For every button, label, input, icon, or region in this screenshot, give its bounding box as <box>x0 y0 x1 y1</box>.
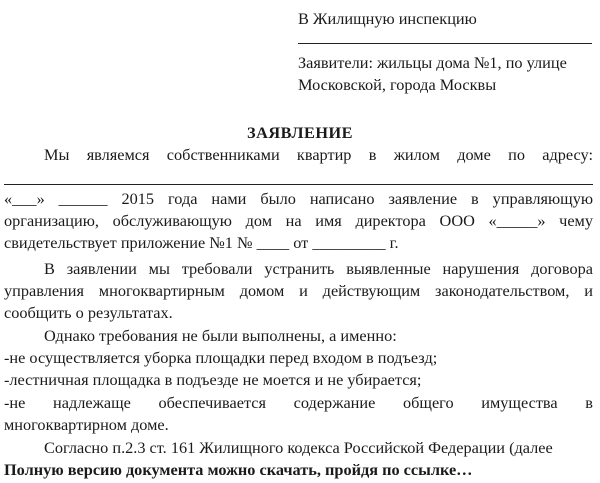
body-line-13: Согласно п.2.3 ст. 161 Жилищного кодекса Российской Федерации (далее <box>44 438 553 457</box>
download-full-version-link[interactable]: Полную версию документа можно скачать, пройдя по ссылке… <box>4 460 473 479</box>
body-line-3: организацию, обслуживающую дом на имя директора ООО «_____» чему <box>4 211 593 230</box>
list-item-3-cont: многоквартирном доме. <box>4 415 169 434</box>
applicants-line-2: Московской, города Москвы <box>298 75 497 94</box>
list-item-2: -лестничная площадка в подъезде не моется и не убирается; <box>4 370 422 389</box>
body-line-2: «___» ______ 2015 года нами было написано заявление в управляющую <box>4 189 593 208</box>
body-line-1: Мы являемся собственниками квартир в жилом доме по адресу: <box>44 145 593 164</box>
addressee-to: В Жилищную инспекцию <box>298 9 477 28</box>
body-line-5: В заявлении мы требовали устранить выявленные нарушения договора <box>44 259 593 278</box>
body-line-7: сообщить о результатах. <box>4 303 173 322</box>
list-item-3: -не надлежаще обеспечивается содержание общего имущества в <box>4 393 593 412</box>
body-line-6: управления многоквартирным домом и действующим законодательством, и <box>4 281 593 300</box>
body-line-4: свидетельствует приложение №1 № ____ от _________ г. <box>4 233 399 252</box>
document-title: ЗАЯВЛЕНИЕ <box>246 123 354 142</box>
address-blank-rule <box>4 184 593 185</box>
addressee-rule <box>298 43 592 44</box>
list-item-1: -не осуществляется уборка площадки перед входом в подъезд; <box>4 348 438 367</box>
applicants-line-1: Заявители: жильцы дома №1, по улице <box>298 53 567 72</box>
body-line-8: Однако требования не были выполнены, а именно: <box>44 326 397 345</box>
